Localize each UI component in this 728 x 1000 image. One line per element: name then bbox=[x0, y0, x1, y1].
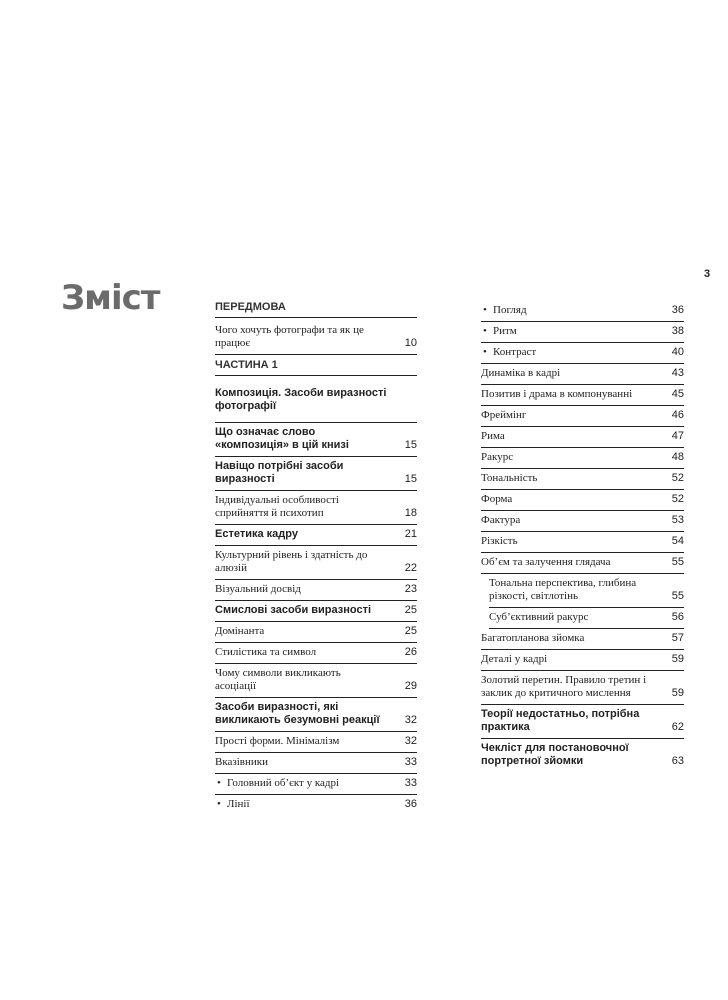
toc-entry-page: 62 bbox=[671, 721, 684, 733]
toc-entry-title: Фреймінг bbox=[481, 409, 527, 421]
toc-entry bbox=[481, 532, 684, 553]
toc-entry-title: Об’єм та залучення глядача bbox=[481, 556, 611, 568]
toc-list-right bbox=[481, 301, 684, 772]
toc-entry bbox=[215, 580, 417, 601]
toc-entry-title: Різкість bbox=[481, 535, 518, 547]
toc-entry-title: Тональність bbox=[481, 472, 538, 484]
toc-entry-page: 15 bbox=[404, 439, 417, 451]
toc-entry-page: 56 bbox=[671, 611, 684, 623]
toc-entry bbox=[481, 322, 684, 343]
toc-entry bbox=[481, 301, 684, 322]
toc-entry-title: Тональна перспектива, глибина різкості, світлотінь bbox=[489, 577, 637, 602]
toc-entry-title: Золотий перетин. Правило третин і заклик до критичного мислення bbox=[481, 674, 647, 699]
toc-entry bbox=[215, 546, 417, 580]
toc-entry-title: • Контраст bbox=[481, 346, 684, 359]
toc-entry-page: 55 bbox=[671, 590, 684, 602]
toc-entry bbox=[215, 525, 417, 546]
toc-entry bbox=[481, 469, 684, 490]
toc-entry-title: • Лінії bbox=[215, 798, 417, 811]
toc-entry-title: Рима bbox=[481, 430, 505, 442]
toc-entry-page: 59 bbox=[671, 687, 684, 699]
toc-entry bbox=[481, 490, 684, 511]
toc-entry bbox=[215, 601, 417, 622]
toc-entry bbox=[489, 608, 684, 629]
toc-entry-title: Естетика кадру bbox=[215, 528, 298, 540]
toc-entry-page: 40 bbox=[671, 346, 684, 358]
toc-entry-title: • Погляд bbox=[481, 304, 684, 317]
toc-entry-title: Візуальний досвід bbox=[215, 583, 301, 595]
toc-entry bbox=[215, 664, 417, 698]
toc-entry bbox=[481, 448, 684, 469]
toc-entry-page: 52 bbox=[671, 472, 684, 484]
section-header-preface: ПЕРЕДМОВА bbox=[215, 301, 417, 318]
toc-entry bbox=[489, 574, 684, 608]
toc-entry bbox=[215, 643, 417, 664]
toc-entry-title: Деталі у кадрі bbox=[481, 653, 548, 665]
toc-entry-title: Засоби виразності, які викликають безумовні реакції bbox=[215, 701, 380, 726]
toc-entry-page: 59 bbox=[671, 653, 684, 665]
toc-entry-page: 29 bbox=[404, 680, 417, 692]
toc-entry-page: 10 bbox=[404, 337, 417, 349]
toc-entry-page: 15 bbox=[404, 473, 417, 485]
toc-entry-page: 33 bbox=[404, 777, 417, 789]
toc-list-left bbox=[215, 423, 417, 815]
toc-entry bbox=[215, 491, 417, 525]
toc-entry bbox=[481, 406, 684, 427]
toc-entry-page: 48 bbox=[671, 451, 684, 463]
toc-entry-title: Прості форми. Мінімалізм bbox=[215, 735, 340, 747]
toc-entry bbox=[481, 427, 684, 448]
toc-entry-page: 32 bbox=[404, 735, 417, 747]
toc-entry-title: Фактура bbox=[481, 514, 521, 526]
toc-entry-page: 32 bbox=[404, 714, 417, 726]
toc-entry bbox=[481, 705, 684, 739]
toc-entry-title: Ракурс bbox=[481, 451, 514, 463]
toc-entry-title: • Головний об’єкт у кадрі bbox=[215, 777, 417, 790]
toc-entry-title: Позитив і драма в компонуванні bbox=[481, 388, 633, 400]
toc-entry bbox=[481, 553, 684, 574]
toc-entry-title: Навіщо потрібні засоби виразності bbox=[215, 460, 344, 485]
toc-entry-title: Індивідуальні особливості сприйняття й психотип bbox=[215, 494, 339, 519]
toc-entry bbox=[481, 385, 684, 406]
page-number: 3 bbox=[704, 268, 711, 280]
toc-entry bbox=[481, 364, 684, 385]
toc-entry bbox=[215, 732, 417, 753]
toc-right-column bbox=[481, 301, 684, 772]
toc-entry bbox=[481, 650, 684, 671]
toc-entry bbox=[481, 343, 684, 364]
toc-entry-page: 43 bbox=[671, 367, 684, 379]
toc-entry-title: Чекліст для постановочної портретної зйомки bbox=[481, 742, 629, 767]
toc-entry-title: Стилістика та символ bbox=[215, 646, 317, 658]
toc-entry bbox=[215, 622, 417, 643]
toc-entry-page: 55 bbox=[671, 556, 684, 568]
toc-entry-page: 21 bbox=[404, 528, 417, 540]
toc-entry bbox=[481, 739, 684, 772]
toc-entry-page: 25 bbox=[404, 604, 417, 616]
toc-entry bbox=[215, 457, 417, 491]
toc-entry bbox=[215, 698, 417, 732]
toc-entry bbox=[215, 753, 417, 774]
preface-list bbox=[215, 321, 417, 355]
toc-entry bbox=[481, 511, 684, 532]
toc-entry bbox=[215, 423, 417, 457]
toc-entry-page: 52 bbox=[671, 493, 684, 505]
toc-entry bbox=[215, 795, 417, 815]
toc-entry-page: 26 bbox=[404, 646, 417, 658]
toc-entry-page: 36 bbox=[404, 798, 417, 810]
toc-entry-page: 45 bbox=[671, 388, 684, 400]
toc-entry-page: 22 bbox=[404, 562, 417, 574]
toc-entry-page: 36 bbox=[671, 304, 684, 316]
toc-entry-page: 57 bbox=[671, 632, 684, 644]
toc-entry-page: 63 bbox=[671, 755, 684, 767]
toc-entry bbox=[215, 774, 417, 795]
part-title: Композиція. Засоби виразності фотографії bbox=[215, 379, 417, 423]
toc-entry-page: 54 bbox=[671, 535, 684, 547]
toc-entry-title: Багатопланова зйомка bbox=[481, 632, 585, 644]
toc-entry-title: Культурний рівень і здатність до алюзій bbox=[215, 549, 368, 574]
toc-entry-page: 18 bbox=[404, 507, 417, 519]
toc-entry-page: 38 bbox=[671, 325, 684, 337]
toc-entry bbox=[481, 671, 684, 705]
toc-entry-page: 46 bbox=[671, 409, 684, 421]
toc-entry-page: 33 bbox=[404, 756, 417, 768]
toc-entry-page: 47 bbox=[671, 430, 684, 442]
toc-entry-title: Чому символи викликають асоціації bbox=[215, 667, 341, 692]
page-title: Зміст bbox=[61, 278, 160, 318]
toc-entry-title: Смислові засоби виразності bbox=[215, 604, 372, 616]
toc-entry bbox=[215, 321, 417, 355]
toc-entry-title: Що означає слово «композиція» в цій книзі bbox=[215, 426, 349, 451]
toc-entry-title: Теорії недостатньо, потрібна практика bbox=[481, 708, 640, 733]
toc-entry-title: Домінанта bbox=[215, 625, 265, 637]
toc-entry-title: Суб’єктивний ракурс bbox=[489, 611, 589, 623]
toc-left-column bbox=[215, 301, 417, 815]
toc-entry-title: • Ритм bbox=[481, 325, 684, 338]
toc-entry-page: 23 bbox=[404, 583, 417, 595]
toc-entry-title: Динаміка в кадрі bbox=[481, 367, 561, 379]
toc-entry-title: Чого хочуть фотографи та як це працює bbox=[215, 324, 364, 349]
toc-entry bbox=[481, 629, 684, 650]
toc-entry-title: Вказівники bbox=[215, 756, 268, 768]
toc-entry-page: 53 bbox=[671, 514, 684, 526]
toc-entry-page: 25 bbox=[404, 625, 417, 637]
toc-entry-title: Форма bbox=[481, 493, 513, 505]
section-header-part: ЧАСТИНА 1 bbox=[215, 359, 417, 376]
